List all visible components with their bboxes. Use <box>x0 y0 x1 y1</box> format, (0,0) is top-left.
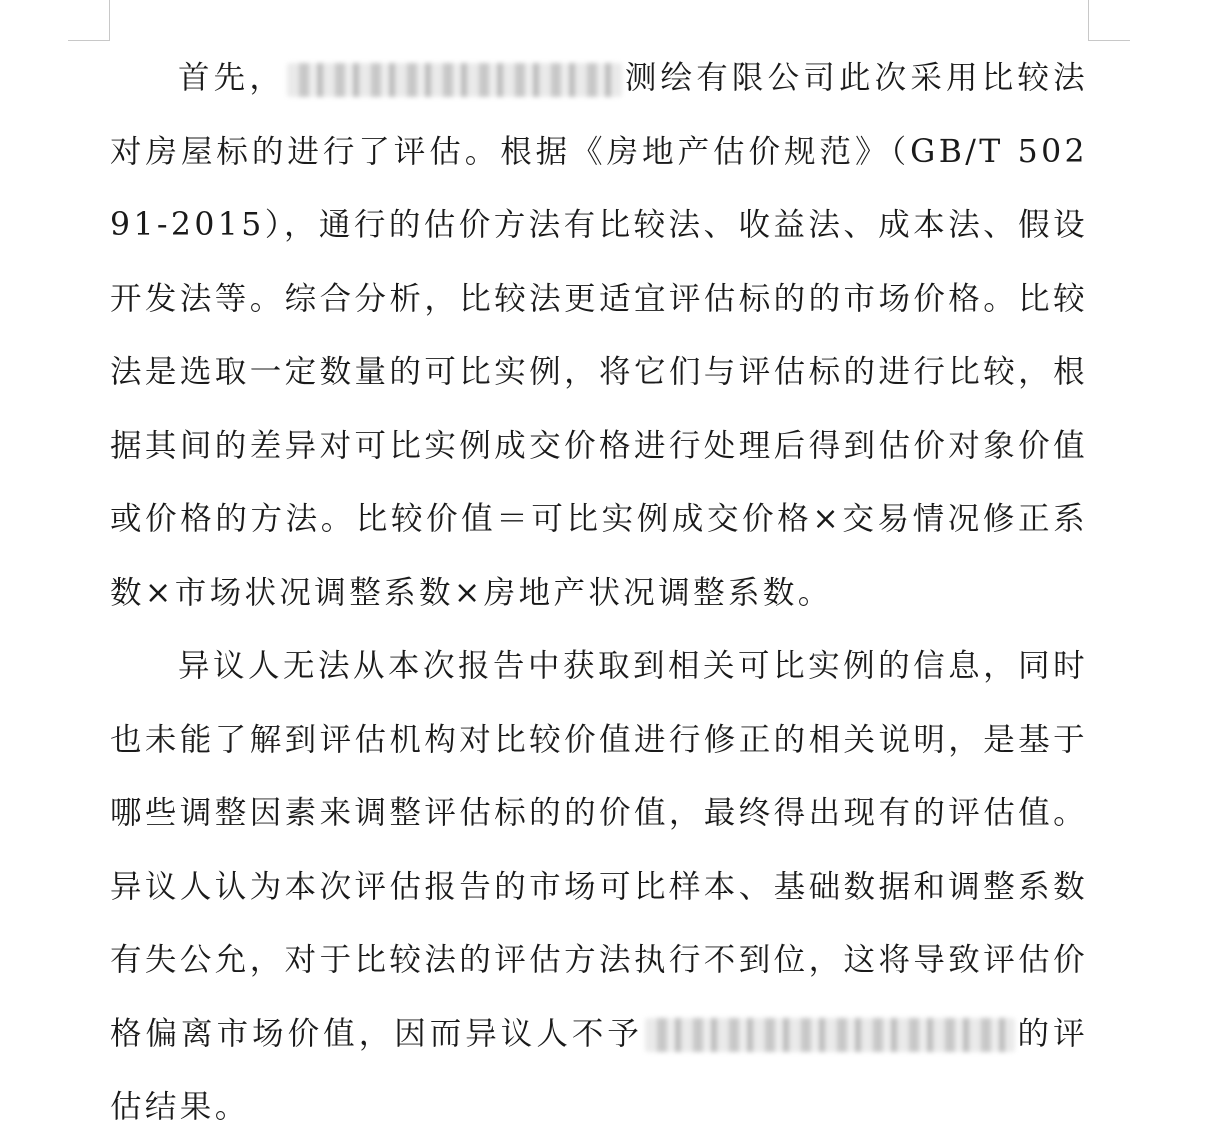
paragraph-2-body-text: 异议人无法从本次报告中获取到相关可比实例的信息，同时也未能了解到评估机构对比较价值进行修正的相关说明，是基于哪些调整因素来调整评估标的的价值，最终得出现有的评估值。异议人认为本次评估报告的市场可比样本、基础数据和调整系数有失公允，对于比较法的评估方法执行不到位，这将导致评估价格偏离市场价值，因而异议人不予 <box>110 648 1088 1052</box>
redacted-company-name <box>287 63 622 97</box>
page-corner-mark-top-right <box>1088 0 1130 41</box>
paragraph-2-tail-text: 的评估结果。 <box>110 1015 1088 1125</box>
paragraph-objection <box>110 630 1088 1145</box>
page-corner-mark-top-left <box>68 0 110 41</box>
paragraph-appraisal-method <box>110 42 1088 630</box>
document-body <box>110 42 1088 1145</box>
redacted-text <box>645 1018 1015 1052</box>
paragraph-1-body-text: 测绘有限公司此次采用比较法对房屋标的进行了评估。根据《房地产估价规范》（GB/T 50291-2015），通行的估价方法有比较法、收益法、成本法、假设开发法等。综合分析，比较法更适宜评估标的的市场价格。比较法是选取一定数量的可比实例，将它们与评估标的进行比较，根据其间的差异对可比实例成交价格进行处理后得到估价对象价值或价格的方法。比较价值＝可比实例成交价格×交易情况修正系数×市场状况调整系数×房地产状况调整系数。 <box>110 60 1088 611</box>
paragraph-1-lead-text: 首先， <box>178 60 286 96</box>
